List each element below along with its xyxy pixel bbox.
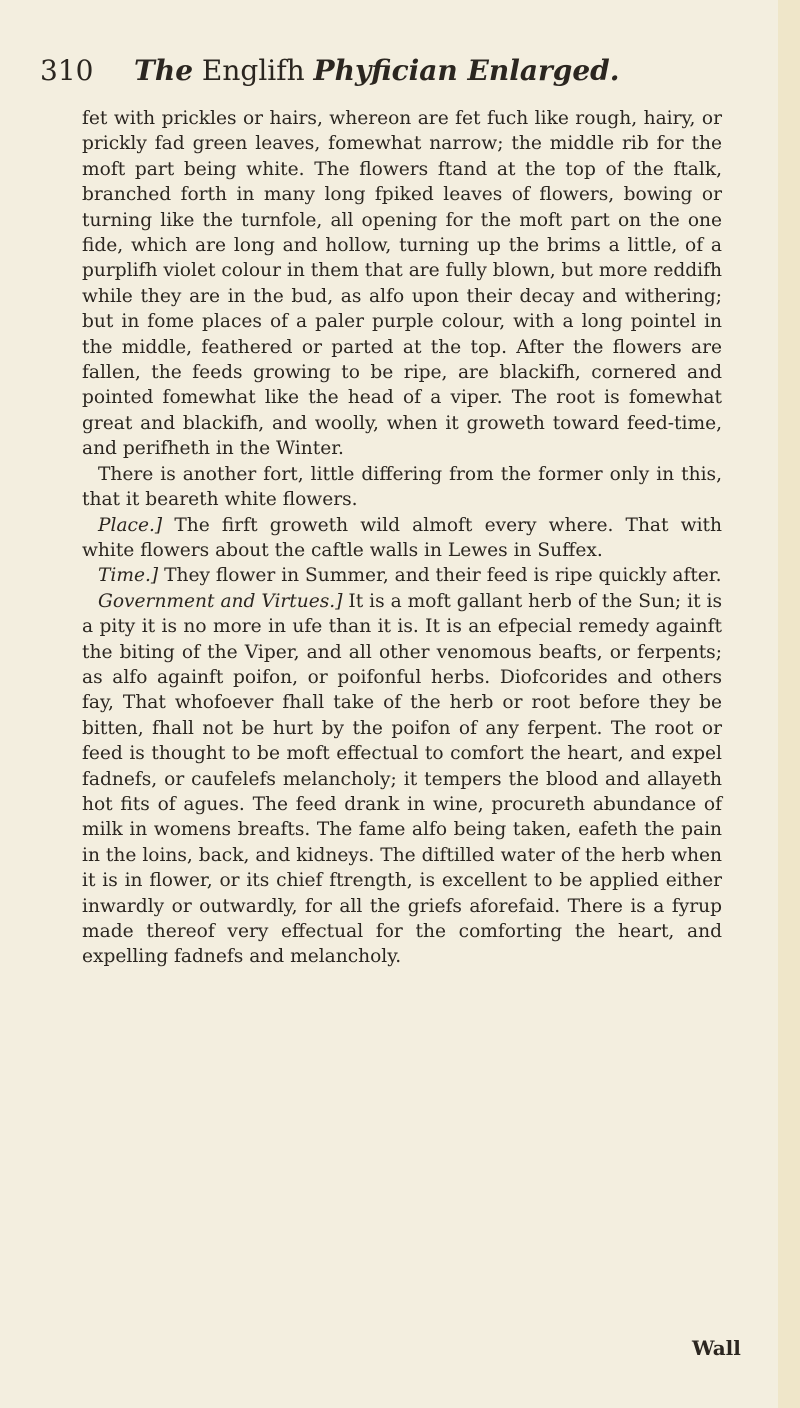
government-paragraph (82, 589, 722, 970)
government-label: Government and Virtues.] (98, 590, 343, 612)
catchword: Wall (692, 1336, 741, 1360)
page-number: 310 (40, 54, 94, 87)
place-text: The firft groweth wild almoft every where. That with white flowers about the caftle walls in Lewes in Suffex. (82, 514, 722, 561)
government-text: It is a moft gallant herb of the Sun; it is a pity it is no more in ufe than it is. It is an efpecial remedy againft the biting of the Viper, and all other venomous beafts, or ferpents; as alfo againft poifon, or poifonful herbs. Diofcorides and others fay, That whofoever fhall take of the herb or root before they be bitten, fhall not be hurt by the poifon of any ferpent. The root or feed is thought to be moft effectual to comfort the heart, and expel fadnefs, or caufelefs melancholy; it tempers the blood and allayeth hot fits of agues. The feed drank in wine, procureth abundance of milk in womens breafts. The fame alfo being taken, eafeth the pain in the loins, back, and kidneys. The diftilled water of the herb when it is in flower, or its chief ftrength, is excellent to be applied either inwardly or outwardly, for all the griefs aforefaid. There is a fyrup made thereof very effectual for the comforting the heart, and expelling fadnefs and melancholy. (82, 590, 722, 968)
place-label: Place.] (98, 514, 163, 536)
time-paragraph (82, 563, 722, 588)
place-paragraph (82, 513, 722, 564)
white-variety-paragraph: There is another fort, little differing from the former only in this, that it beareth white flowers. (82, 463, 722, 511)
title-article: The (134, 54, 194, 87)
running-header (40, 46, 740, 96)
title-physician-enlarged: Phyfician Enlarged. (313, 54, 620, 87)
running-title (134, 46, 619, 96)
time-text: They flower in Summer, and their feed is ripe quickly after. (164, 565, 722, 587)
page-edge-shading (778, 0, 800, 1408)
time-label: Time.] (98, 565, 159, 587)
description-paragraph: fet with prickles or hairs, whereon are fet fuch like rough, hairy, or prickly fad green leaves, fomewhat narrow; the middle rib for the moft part being white. The flowers ftand at the top of the ftalk, branched forth in many long fpiked leaves of flowers, bowing or turning like the turnfole, all opening for the moft part on the one fide, which are long and hollow, turning up the brims a little, of a purplifh violet colour in them that are fully blown, but more reddifh while they are in the bud, as alfo upon their decay and withering; but in fome places of a paler purple colour, with a long pointel in the middle, feathered or parted at the top. After the flowers are fallen, the feeds growing to be ripe, are blackifh, cornered and pointed fomewhat like the head of a viper. The root is fomewhat great and blackifh, and woolly, when it groweth toward feed-time, and perifheth in the Winter. (82, 108, 722, 460)
title-english: Englifh (201, 54, 305, 87)
body-text (82, 106, 722, 970)
